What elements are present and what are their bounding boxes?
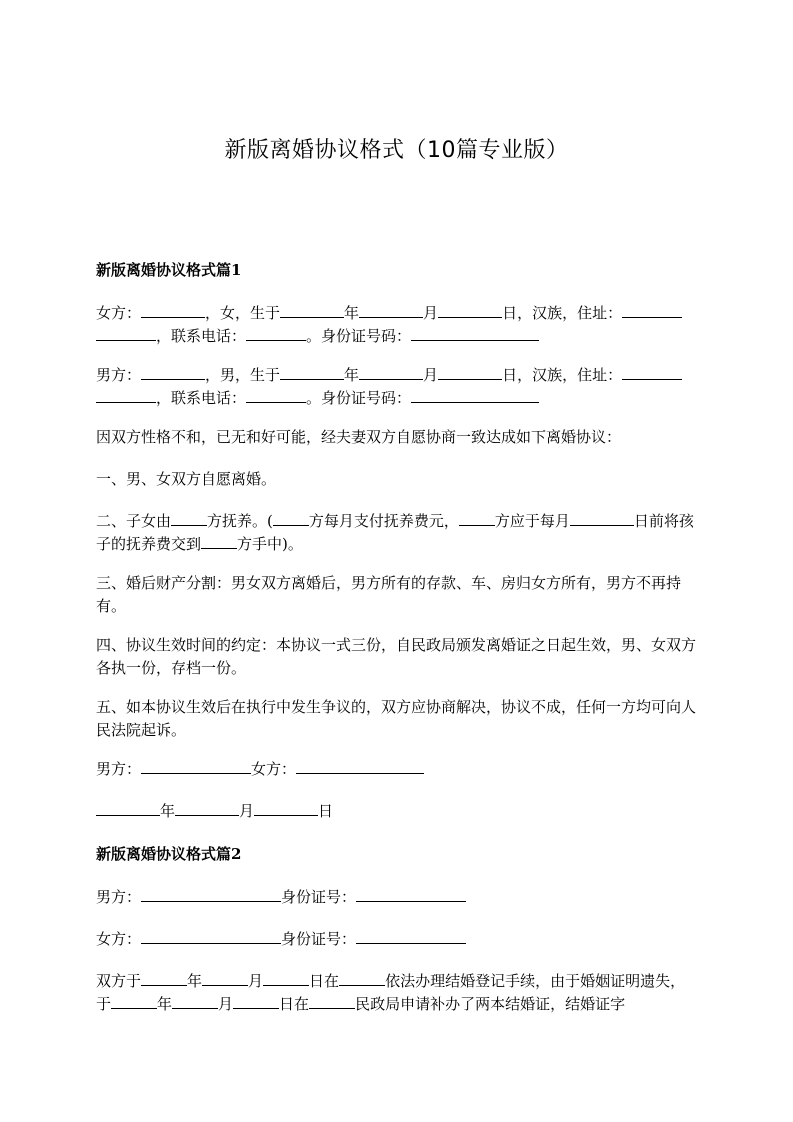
blank-line xyxy=(201,533,237,549)
blank-line xyxy=(339,970,385,986)
blank-line xyxy=(459,510,495,526)
blank-line xyxy=(359,364,423,380)
blank-line xyxy=(438,364,502,380)
blank-line xyxy=(622,364,682,380)
document-title: 新版离婚协议格式（10篇专业版） xyxy=(224,138,569,163)
blank-line xyxy=(202,970,248,986)
blank-line xyxy=(111,993,157,1009)
blank-line xyxy=(296,758,424,774)
female-info-paragraph: 女方： ，女，生于 年 月 日，汉族，住址：，联系电话： 。身份证号码： xyxy=(96,302,698,348)
blank-line xyxy=(246,325,306,341)
blank-line xyxy=(356,886,466,902)
date-line: 年 月 日 xyxy=(96,800,698,823)
blank-line xyxy=(96,325,156,341)
blank-line xyxy=(309,993,355,1009)
intro-paragraph: 因双方性格不和，已无和好可能，经夫妻双方自愿协商一致达成如下离婚协议： xyxy=(96,428,622,446)
blank-line xyxy=(263,970,309,986)
clause-3: 三、婚后财产分割：男女双方离婚后，男方所有的存款、车、房归女方所有，男方不再持有。 xyxy=(96,574,682,615)
section-heading: 新版离婚协议格式篇2 xyxy=(96,845,242,863)
blank-line xyxy=(141,928,281,944)
blank-line xyxy=(438,302,502,318)
blank-line xyxy=(273,510,309,526)
blank-line xyxy=(172,993,218,1009)
document-body xyxy=(96,258,698,1032)
clause-5: 五、如本协议生效后在执行中发生争议的，双方应协商解决，协议不成，任何一方均可向人民法院起诉。 xyxy=(96,698,697,739)
blank-line xyxy=(622,302,682,318)
blank-line xyxy=(96,387,156,403)
blank-line xyxy=(141,364,205,380)
blank-line xyxy=(359,302,423,318)
blank-line xyxy=(233,993,279,1009)
female-id-line: 女方： 身份证号： xyxy=(96,928,698,951)
blank-line xyxy=(411,387,539,403)
clause-1: 一、男、女双方自愿离婚。 xyxy=(96,470,277,488)
clause-2: 二、子女由 方抚养。( 方每月支付抚养费元， 方应于每月 日前将孩子的抚养费交到 方手中)。 xyxy=(96,512,694,553)
blank-line xyxy=(141,302,205,318)
male-id-line: 男方： 身份证号： xyxy=(96,886,698,909)
blank-line xyxy=(141,970,187,986)
blank-line xyxy=(175,800,239,816)
male-info-paragraph: 男方： ，男，生于 年 月 日，汉族，住址：，联系电话： 。身份证号码： xyxy=(96,364,698,410)
blank-line xyxy=(411,325,539,341)
blank-line xyxy=(280,302,344,318)
clause-4: 四、协议生效时间的约定：本协议一式三份，自民政局颁发离婚证之日起生效，男、女双方各执一份，存档一份。 xyxy=(96,636,697,677)
blank-line xyxy=(141,886,281,902)
blank-line xyxy=(254,800,318,816)
signature-line: 男方： 女方： xyxy=(96,758,698,781)
blank-line xyxy=(570,510,634,526)
blank-line xyxy=(171,510,207,526)
blank-line xyxy=(280,364,344,380)
marriage-paragraph: 双方于 年 月 日在 依法办理结婚登记手续，由于婚姻证明遗失，于 年 月 日在 民政局申请补办了两本结婚证，结婚证字 xyxy=(96,972,686,1013)
blank-line xyxy=(141,758,251,774)
blank-line xyxy=(246,387,306,403)
blank-line xyxy=(356,928,466,944)
blank-line xyxy=(96,800,160,816)
section-heading: 新版离婚协议格式篇1 xyxy=(96,261,242,279)
